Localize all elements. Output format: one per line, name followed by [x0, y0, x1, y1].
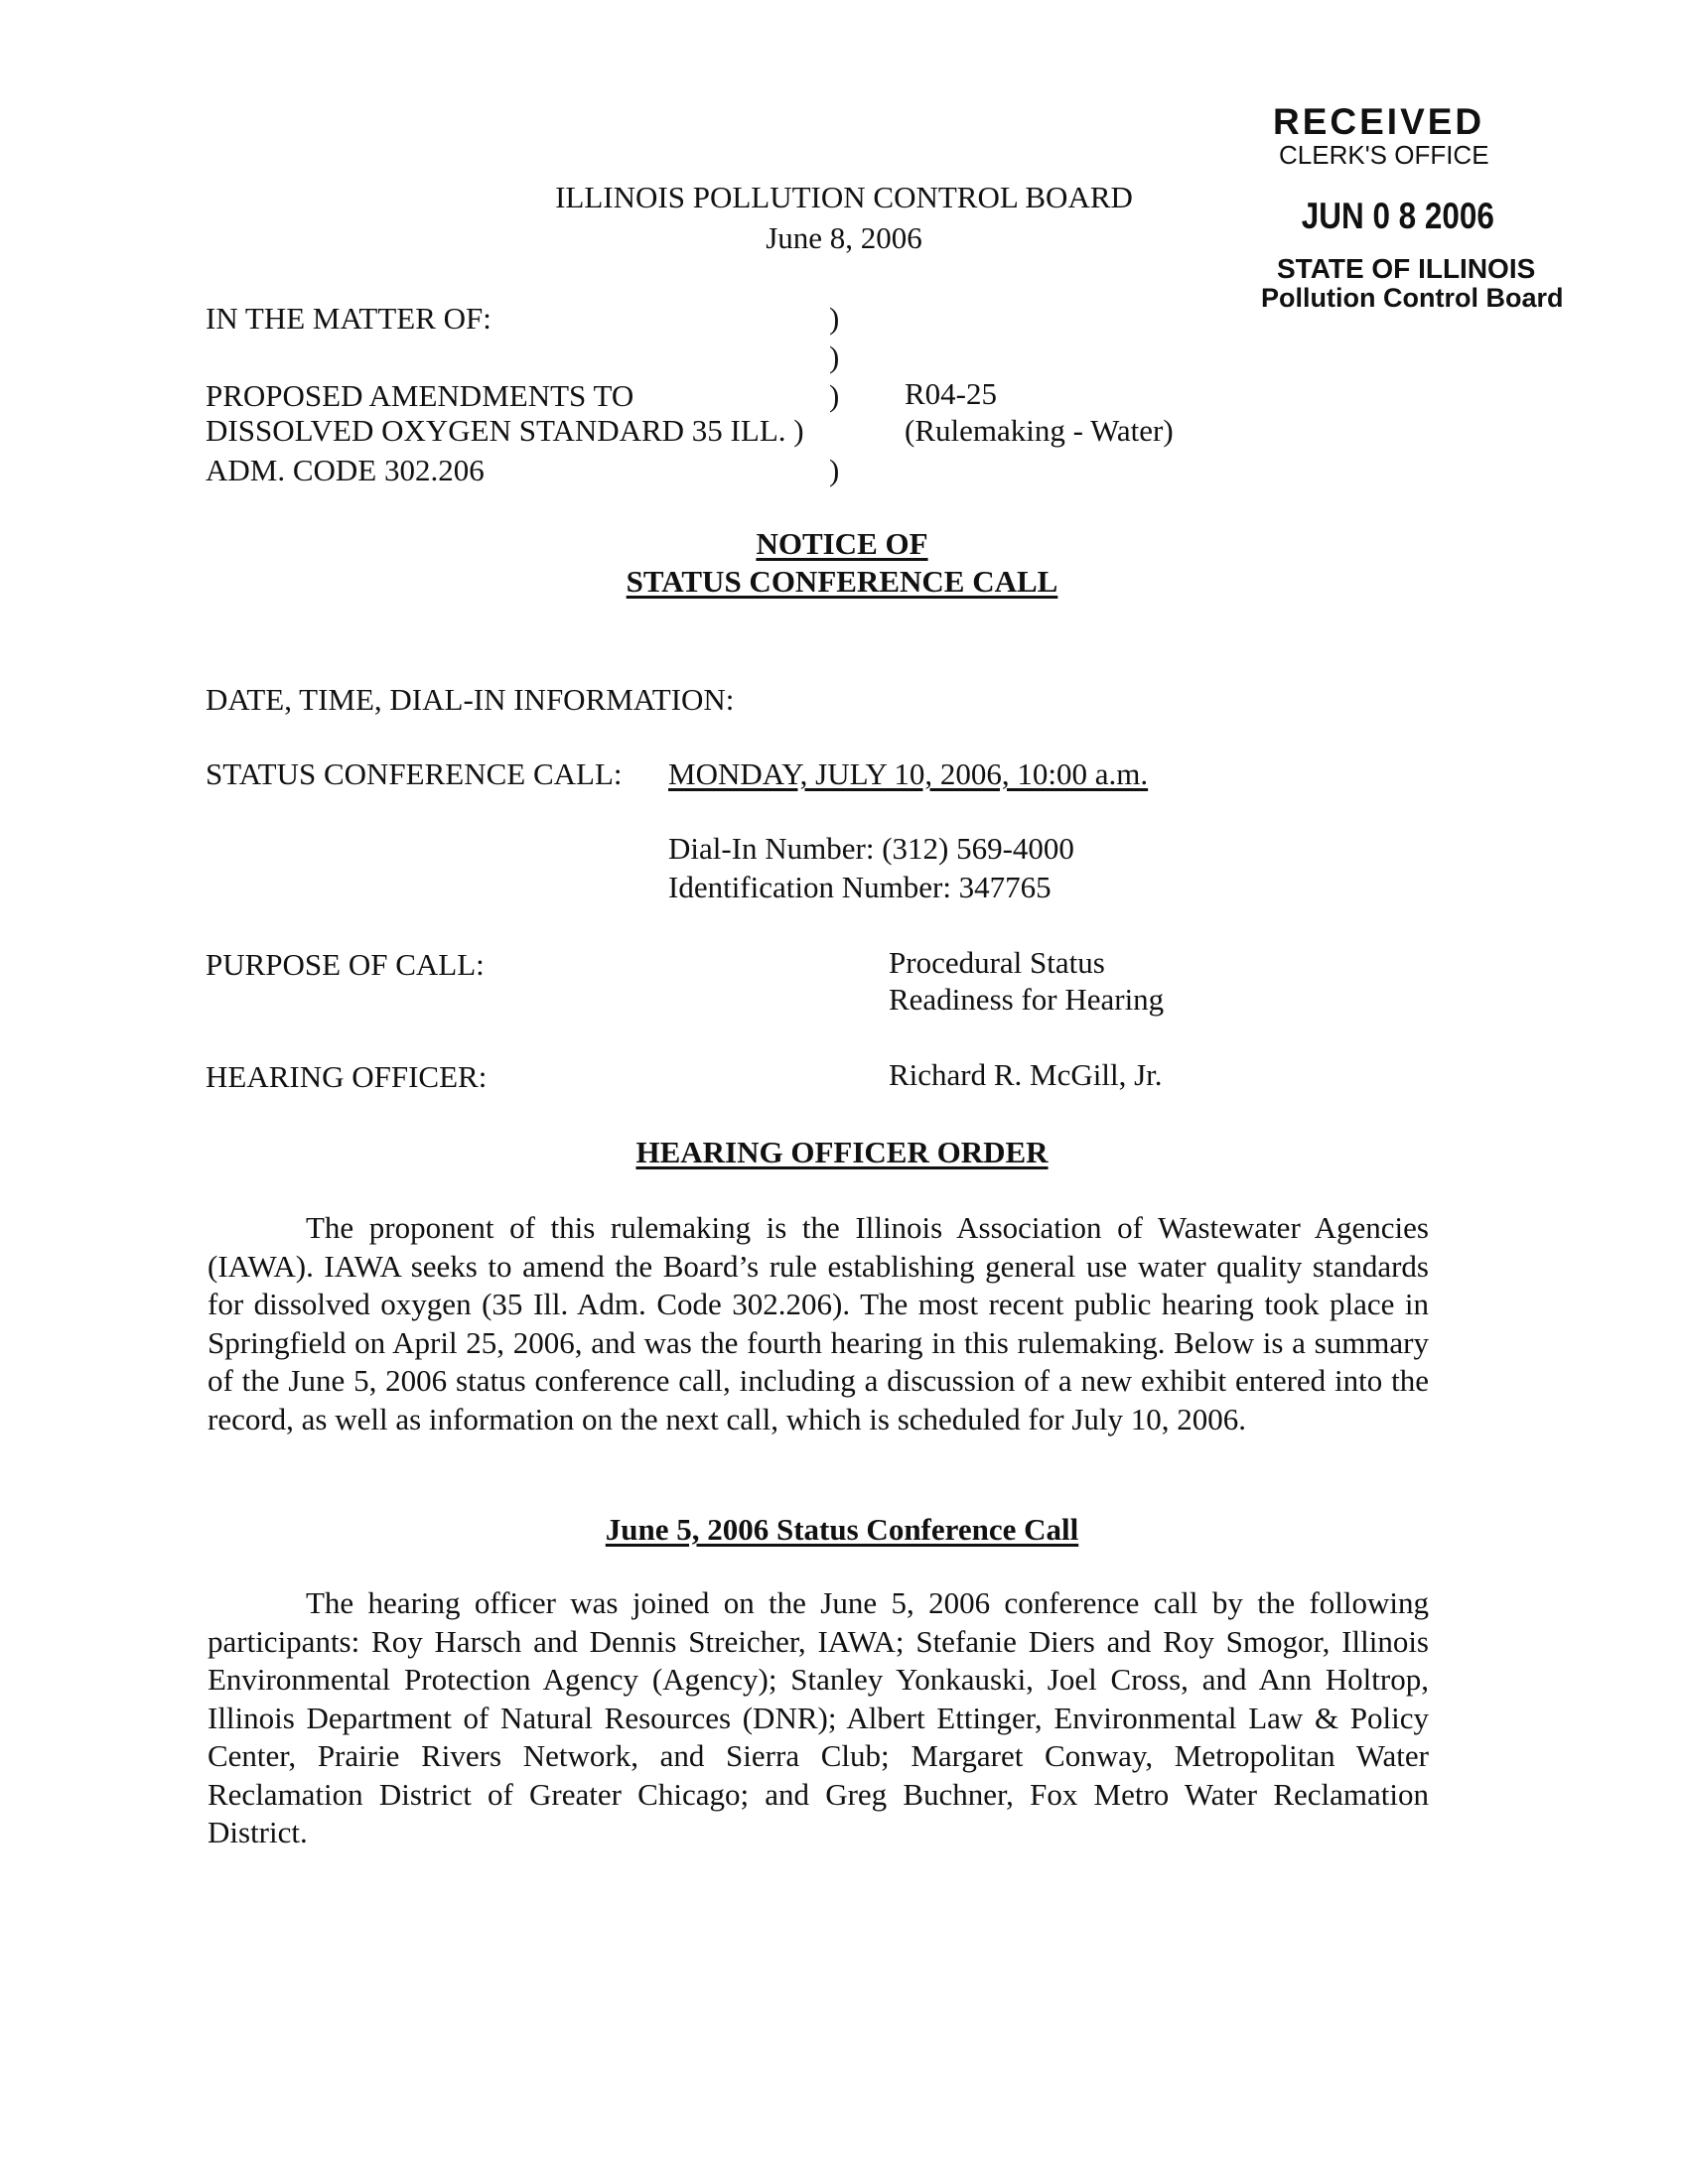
- board-name: ILLINOIS POLLUTION CONTROL BOARD: [555, 180, 1133, 214]
- order-title: HEARING OFFICER ORDER: [635, 1135, 1049, 1169]
- stamp-office: CLERK'S OFFICE: [1279, 140, 1489, 170]
- caption-code: ADM. CODE 302.206: [206, 453, 485, 487]
- caption-amendments: PROPOSED AMENDMENTS TO: [206, 378, 634, 413]
- notice-title: [544, 525, 1140, 601]
- header-date: June 8, 2006: [766, 220, 922, 255]
- identification-number: Identification Number: 347765: [668, 870, 1052, 904]
- order-paragraph-2: [208, 1584, 1429, 1852]
- notice-title-line2: STATUS CONFERENCE CALL: [626, 564, 1058, 599]
- stamp-date: JUN 0 8 2006: [1301, 196, 1494, 236]
- call-value: MONDAY, JULY 10, 2006, 10:00 a.m.: [668, 756, 1149, 791]
- caption-paren: ): [829, 301, 840, 336]
- call-label: STATUS CONFERENCE CALL:: [206, 756, 623, 791]
- stamp-state: STATE OF ILLINOIS: [1277, 253, 1536, 284]
- order-paragraph-1: [208, 1209, 1429, 1438]
- received-stamp: [1261, 101, 1564, 313]
- officer-label: HEARING OFFICER:: [206, 1059, 488, 1094]
- docket-type: (Rulemaking - Water): [905, 413, 1174, 448]
- stamp-received: RECEIVED: [1273, 101, 1485, 142]
- caption-paren: ): [829, 340, 840, 374]
- date-heading: DATE, TIME, DIAL-IN INFORMATION:: [206, 682, 735, 717]
- section-title: June 5, 2006 Status Conference Call: [605, 1512, 1079, 1547]
- stamp-board: Pollution Control Board: [1261, 283, 1564, 313]
- caption-standard: DISSOLVED OXYGEN STANDARD 35 ILL. ): [206, 413, 804, 448]
- purpose-line1: Procedural Status: [889, 945, 1105, 980]
- officer-name: Richard R. McGill, Jr.: [889, 1057, 1163, 1092]
- order-paragraph-1-text: The proponent of this rulemaking is the Illinois Association of Wastewater Agencies (IAWA). IAWA seeks to amend the Board’s rule establishing general use water quality standards for dissolved oxygen (35 Ill. Adm. Code 302.206). The most recent public hearing took place in Springfield on April 25, 2006, and was the fourth hearing in this rulemaking. Below is a summary of the June 5, 2006 status conference call, including a discussion of a new exhibit entered into the record, as well as information on the next call, which is scheduled for July 10, 2006.: [208, 1210, 1429, 1436]
- dial-in-number: Dial-In Number: (312) 569-4000: [668, 831, 1074, 866]
- purpose-label: PURPOSE OF CALL:: [206, 947, 485, 982]
- notice-title-line1: NOTICE OF: [756, 526, 928, 561]
- purpose-line2: Readiness for Hearing: [889, 982, 1165, 1017]
- caption-paren: ): [829, 378, 840, 413]
- caption-paren: ): [829, 453, 840, 487]
- caption-matter: IN THE MATTER OF:: [206, 301, 491, 336]
- docket-number: R04-25: [905, 376, 997, 411]
- order-paragraph-2-text: The hearing officer was joined on the June 5, 2006 conference call by the following participants: Roy Harsch and Dennis Streicher, IAWA; Stefanie Diers and Roy Smogor, Illinois Environmental Protection Agency (Agency); Stanley Yonkauski, Joel Cross, and Ann Holtrop, Illinois Department of Natural Resources (DNR); Albert Ettinger, Environmental Law & Policy Center, Prairie Rivers Network, and Sierra Club; Margaret Conway, Metropolitan Water Reclamation District of Greater Chicago; and Greg Buchner, Fox Metro Water Reclamation District.: [208, 1585, 1429, 1849]
